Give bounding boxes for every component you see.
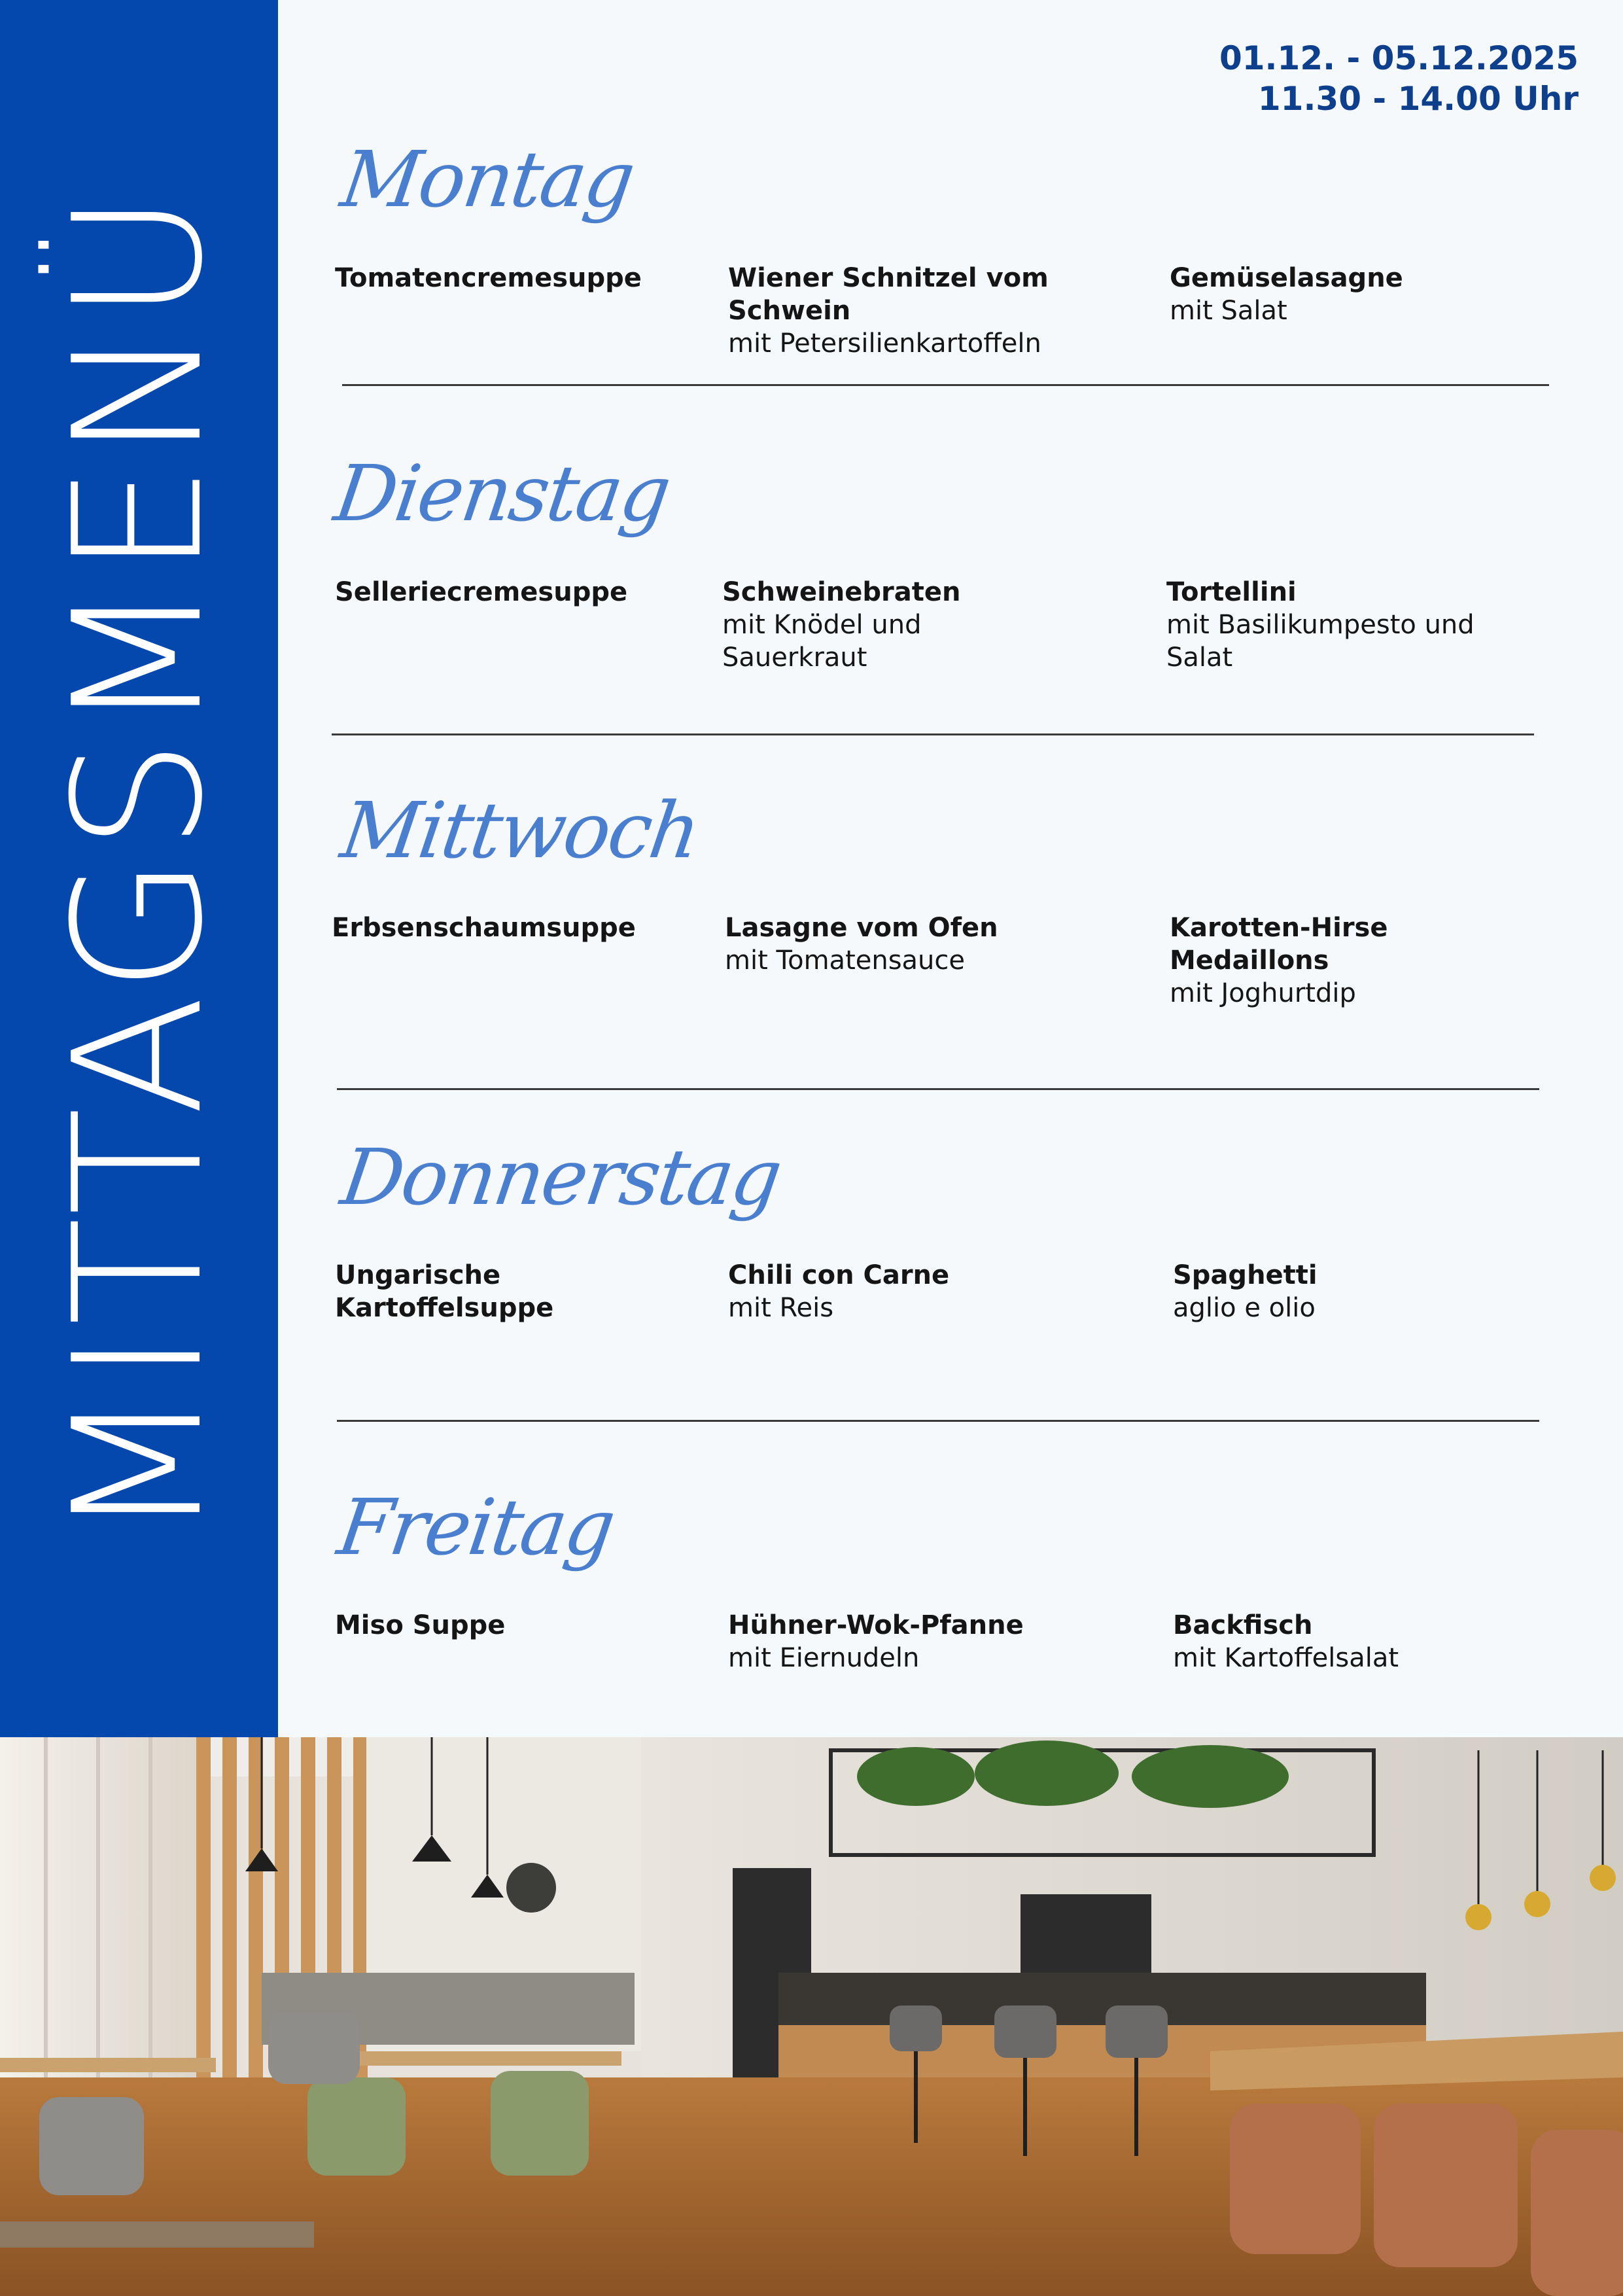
dish-desc: mit Basilikumpesto und Salat <box>1166 610 1475 673</box>
dish-name: Erbsenschaumsuppe <box>332 913 636 943</box>
divider <box>342 384 1549 386</box>
dish-name: Wiener Schnitzel vom Schwein <box>728 263 1049 326</box>
dish-name: Backfisch <box>1173 1610 1313 1640</box>
dish-main-mittwoch <box>725 911 1091 977</box>
dish-soup-mittwoch <box>332 911 698 944</box>
dish-name: Tomatencremesuppe <box>335 263 642 293</box>
divider <box>337 1420 1539 1422</box>
dish-name: Miso Suppe <box>335 1610 506 1640</box>
dish-soup-dienstag <box>335 576 701 609</box>
dish-main-montag <box>728 262 1094 360</box>
dish-name: Ungarische Kartoffelsuppe <box>335 1260 554 1323</box>
divider <box>337 1088 1539 1090</box>
dish-name: Spaghetti <box>1173 1260 1318 1290</box>
menu-title: MITTAGSMENÜ <box>35 186 241 1541</box>
dish-name: Lasagne vom Ofen <box>725 913 998 943</box>
dish-veg-mittwoch <box>1170 911 1464 1010</box>
dish-veg-donnerstag <box>1173 1259 1539 1324</box>
date-range: 01.12. - 05.12.2025 <box>1219 39 1579 77</box>
dish-main-dienstag <box>722 576 1036 674</box>
dish-main-donnerstag <box>728 1259 1094 1324</box>
dish-soup-freitag <box>335 1609 701 1642</box>
dish-desc: mit Joghurtdip <box>1170 978 1356 1008</box>
day-title-mittwoch: Mittwoch <box>336 785 705 875</box>
dish-desc: mit Petersilienkartoffeln <box>728 328 1041 359</box>
dish-desc: mit Knödel und Sauerkraut <box>722 610 922 673</box>
dish-desc: mit Reis <box>728 1293 834 1323</box>
dish-veg-dienstag <box>1166 576 1539 674</box>
dish-desc: mit Tomatensauce <box>725 945 966 976</box>
dish-main-freitag <box>728 1609 1094 1674</box>
day-title-donnerstag: Donnerstag <box>336 1132 786 1222</box>
restaurant-interior-illustration <box>0 1737 1623 2296</box>
dish-desc: mit Salat <box>1170 296 1287 326</box>
dish-veg-freitag <box>1173 1609 1539 1674</box>
time-range: 11.30 - 14.00 Uhr <box>1257 80 1579 118</box>
dish-name: Schweinebraten <box>722 577 961 607</box>
sidebar <box>0 0 278 1737</box>
dish-soup-montag <box>335 262 701 294</box>
dish-name: Hühner-Wok-Pfanne <box>728 1610 1024 1640</box>
dish-soup-donnerstag <box>335 1259 597 1324</box>
dish-name: Gemüselasagne <box>1170 263 1403 293</box>
dish-name: Tortellini <box>1166 577 1297 607</box>
restaurant-photo <box>0 1737 1623 2296</box>
date-info <box>1219 38 1579 119</box>
day-title-freitag: Freitag <box>332 1482 620 1572</box>
divider <box>332 733 1534 735</box>
day-title-dienstag: Dienstag <box>329 448 675 539</box>
dish-veg-montag <box>1170 262 1536 327</box>
dish-desc: aglio e olio <box>1173 1293 1316 1323</box>
dish-name: Selleriecremesuppe <box>335 577 628 607</box>
dish-desc: mit Kartoffelsalat <box>1173 1643 1399 1673</box>
dish-name: Karotten-Hirse Medaillons <box>1170 913 1388 976</box>
day-title-montag: Montag <box>336 134 639 224</box>
dish-desc: mit Eiernudeln <box>728 1643 920 1673</box>
dish-name: Chili con Carne <box>728 1260 950 1290</box>
